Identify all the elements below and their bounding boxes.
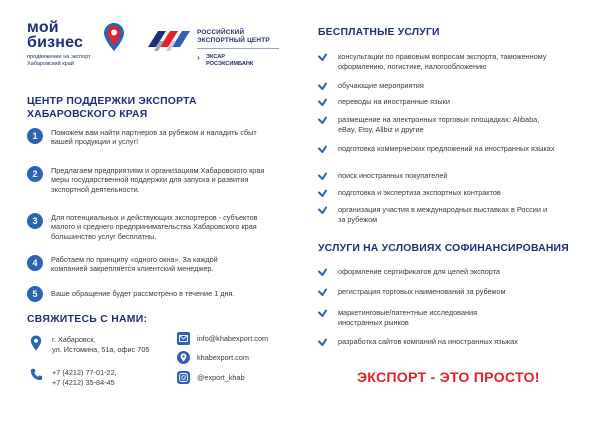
check-icon bbox=[318, 82, 327, 90]
step-text: Предлагаем предприятиям и организациям Хабаровского края меры государственной поддержки для запуска и развития экспортной деятельности. bbox=[51, 166, 265, 194]
check-icon bbox=[318, 189, 327, 197]
location-pin-icon bbox=[30, 335, 42, 351]
free-services-title: БЕСПЛАТНЫЕ УСЛУГИ bbox=[318, 27, 440, 38]
address-line-1: г. Хабаровск, bbox=[52, 335, 96, 344]
list-item-text: оформление сертификатов для целей экспорта bbox=[338, 267, 500, 276]
logo-subtitle-2: Хабаровский край bbox=[27, 61, 75, 67]
rec-emblem-icon bbox=[146, 27, 192, 53]
step-text: Поможем вам найти партнеров за рубежом и наладить сбыт вашей продукции и услуг! bbox=[51, 128, 257, 147]
map-pin-logo-icon bbox=[103, 22, 125, 52]
check-icon bbox=[318, 145, 327, 153]
cofin-services-title: УСЛУГИ НА УСЛОВИЯХ СОФИНАНСИРОВАНИЯ bbox=[318, 243, 569, 254]
step-text: Для потенциальных и действующих экспортеров - субъектов малого и среднего предпринимательства Хабаровского края большинство услуг бесплатны. bbox=[51, 213, 258, 241]
email-address[interactable]: info@khabexport.com bbox=[197, 334, 269, 343]
phone-number-1[interactable]: +7 (4212) 77-01-22, bbox=[52, 368, 117, 377]
slogan: ЭКСПОРТ - ЭТО ПРОСТО! bbox=[357, 370, 540, 386]
check-icon bbox=[318, 53, 327, 61]
rec-name-line-2: ЭКСПОРТНЫЙ ЦЕНТР bbox=[197, 37, 270, 44]
list-item-text: обучающие мероприятия bbox=[338, 81, 424, 90]
instagram-handle[interactable]: @export_khab bbox=[197, 373, 245, 382]
exiar-chevron-icon: › bbox=[197, 53, 200, 62]
check-icon bbox=[318, 98, 327, 106]
rec-divider bbox=[197, 48, 279, 49]
list-item-text: подготовка и экспертиза экспортных контрактов bbox=[338, 188, 501, 197]
check-icon bbox=[318, 206, 327, 214]
support-center-title: ЦЕНТР ПОДДЕРЖКИ ЭКСПОРТА ХАБАРОВСКОГО КРАЯ bbox=[27, 96, 197, 120]
check-icon bbox=[318, 268, 327, 276]
moi-biznes-logo bbox=[27, 20, 127, 84]
step-number-badge: 2 bbox=[27, 166, 43, 182]
phone-number-2[interactable]: +7 (4212) 35-84-45 bbox=[52, 378, 115, 387]
list-item-text: консультации по правовым вопросам экспорта, таможенному оформлению, логистике, налогообложению bbox=[338, 52, 547, 71]
list-item-text: переводы на иностранные языки bbox=[338, 97, 450, 106]
check-icon bbox=[318, 172, 327, 180]
step-number-badge: 4 bbox=[27, 255, 43, 271]
rec-name-line-1: РОССИЙСКИЙ bbox=[197, 29, 245, 36]
check-icon bbox=[318, 116, 327, 124]
email-icon bbox=[177, 332, 190, 345]
list-item-text: маркетинговые/патентные исследования иностранных рынков bbox=[338, 308, 478, 327]
list-item-text: разработка сайтов компаний на иностранных языках bbox=[338, 337, 518, 346]
check-icon bbox=[318, 288, 327, 296]
contacts-title: СВЯЖИТЕСЬ С НАМИ: bbox=[27, 314, 148, 325]
list-item-text: организация участия в международных выставках в России и за рубежом bbox=[338, 205, 548, 224]
list-item-text: подготовка коммерческих предложений на иностранных языках bbox=[338, 144, 555, 153]
list-item-text: поиск иностранных покупателей bbox=[338, 171, 448, 180]
partner-roseximbank: РОСЭКСИМБАНК bbox=[206, 61, 254, 67]
list-item-text: размещение на электронных торговых площадках: Alibaba, eBay, Etsy, Allbiz и другие bbox=[338, 115, 540, 134]
website-pin-icon bbox=[177, 351, 190, 364]
address-line-2: ул. Истомина, 51а, офис 705 bbox=[52, 345, 150, 354]
step-text: Работаем по принципу «одного окна». За каждой компанией закрепляется клиентский менеджер. bbox=[51, 255, 218, 274]
instagram-icon bbox=[177, 371, 190, 384]
rec-logo bbox=[146, 25, 286, 77]
list-item-text: регистрация торговых наименований за рубежом bbox=[338, 287, 506, 296]
check-icon bbox=[318, 309, 327, 317]
partner-exiar: ЭКСАР bbox=[206, 54, 225, 60]
website-url[interactable]: khabexport.com bbox=[197, 353, 249, 362]
step-number-badge: 3 bbox=[27, 213, 43, 229]
step-text: Ваше обращение будет рассмотрено в течение 1 дня. bbox=[51, 289, 235, 298]
check-icon bbox=[318, 338, 327, 346]
step-number-badge: 5 bbox=[27, 286, 43, 302]
phone-icon bbox=[30, 368, 43, 381]
step-number-badge: 1 bbox=[27, 128, 43, 144]
logo-word-moi: мой bbox=[27, 19, 59, 36]
logo-word-biznes: бизнес bbox=[27, 34, 84, 51]
logo-subtitle-1: продвижение на экспорт bbox=[27, 54, 91, 60]
